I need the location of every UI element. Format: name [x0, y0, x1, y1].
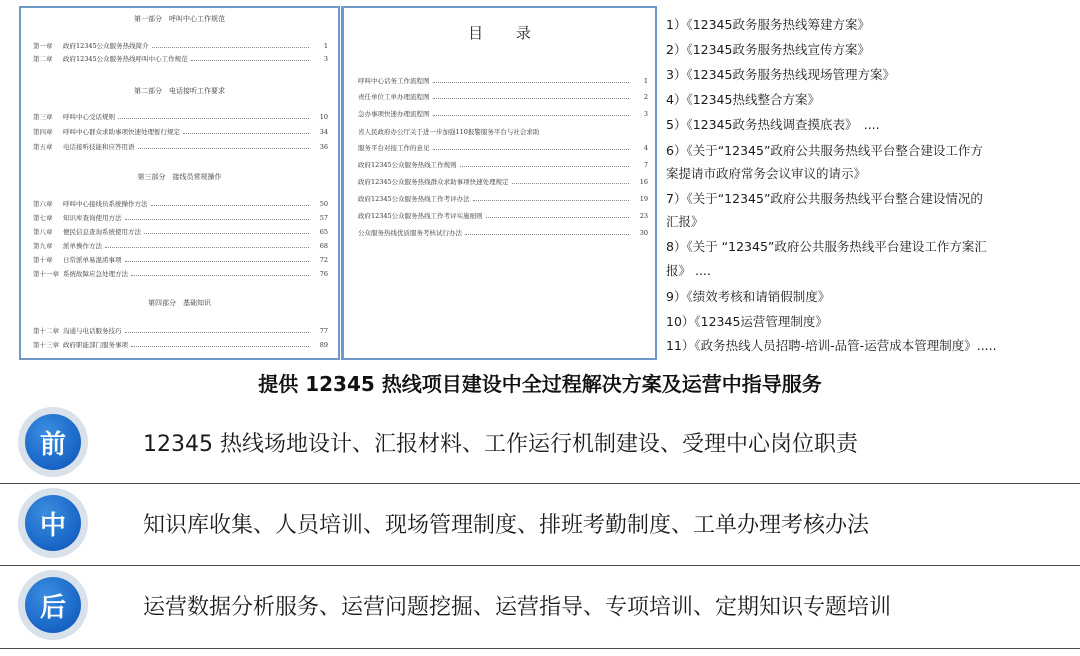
part-title: 第三部分 接线员常规操作: [137, 173, 222, 181]
toc-text: 政府12345公众服务热线呼叫中心工作规范: [63, 55, 188, 63]
toc-leader-dots: [138, 148, 310, 149]
part-title: 第四部分 基础知识: [148, 299, 211, 307]
toc-page-2: [341, 6, 657, 360]
toc-page-number: 57: [319, 214, 328, 222]
toc-leader-dots: [473, 200, 629, 201]
toc-text: 政府12345公众服务热线工作考评办法: [358, 195, 470, 203]
toc-leader-dots: [118, 118, 309, 119]
toc-leader-dots: [125, 261, 310, 262]
toc-row: [358, 76, 648, 85]
toc-row: [33, 255, 328, 264]
toc-leader-dots: [125, 219, 310, 220]
toc-chapter: 第一章: [33, 42, 53, 50]
toc-row: [33, 227, 328, 236]
phase-description: 知识库收集、人员培训、现场管理制度、排班考勤制度、工单办理考核办法: [143, 513, 870, 538]
toc-text: 省人民政府办公厅关于进一步加强110报警服务平台与社会求助: [358, 128, 540, 136]
toc-row: [33, 213, 328, 222]
toc-row: [33, 326, 328, 335]
phase-badge: [18, 407, 88, 477]
toc-leader-dots: [460, 166, 629, 167]
toc-row: [33, 127, 328, 136]
toc-page-number: 76: [319, 270, 328, 278]
phase-badge-label: 后: [25, 577, 81, 633]
toc-row: [358, 228, 648, 237]
toc-page-number: 30: [639, 229, 648, 237]
list-item: 8）《关于 “12345”政府公共服务热线平台建设工作方案汇: [666, 239, 987, 254]
toc-leader-dots: [486, 217, 629, 218]
toc-leader-dots: [105, 247, 309, 248]
divider: [0, 565, 1080, 566]
toc-chapter: 第四章: [33, 128, 53, 136]
phase-badge: [18, 570, 88, 640]
toc-leader-dots: [433, 82, 630, 83]
toc-row: [358, 211, 648, 220]
toc-text: 知识库查询使用方法: [63, 214, 122, 222]
phase-description: 12345 热线场地设计、汇报材料、工作运行机制建设、受理中心岗位职责: [143, 432, 858, 457]
phase-description: 运营数据分析服务、运营问题挖掘、运营指导、专项培训、定期知识专题培训: [143, 595, 892, 620]
phase-badge-label: 中: [25, 495, 81, 551]
toc-leader-dots: [191, 60, 309, 61]
toc-chapter: 第八章: [33, 228, 53, 236]
phase-row-during: [0, 488, 1080, 562]
toc-page-number: 4: [643, 144, 648, 152]
toc-leader-dots: [433, 149, 630, 150]
part-title: 第二部分 电话接听工作要求: [134, 87, 225, 95]
toc-leader-dots: [125, 332, 310, 333]
toc-page-number: 34: [319, 128, 328, 136]
list-item: 11）《政务热线人员招聘-培训-品管-运营成本管理制度》.....: [666, 338, 997, 353]
list-item: 5）《12345政务热线调查摸底表》 ....: [666, 117, 880, 132]
list-item-continuation: 报》 ....: [666, 263, 711, 278]
toc-text: 政府12345公众服务热线简介: [63, 42, 149, 50]
toc-page-number: 10: [319, 113, 328, 121]
toc-text: 呼叫中心话务工作流程图: [358, 77, 430, 85]
toc-text: 呼叫中心接线员系统操作方法: [63, 200, 148, 208]
toc-text: 呼叫中心群众求助事项快速处理暂行规定: [63, 128, 180, 136]
toc-leader-dots: [465, 234, 629, 235]
toc-text: 沟通与电话服务技巧: [63, 327, 122, 335]
part-title: 第一部分 呼叫中心工作规范: [134, 15, 225, 23]
toc-row: [33, 340, 328, 349]
toc-chapter: 第二章: [33, 55, 53, 63]
toc-page-number: 3: [643, 110, 648, 118]
toc-text: 政府12345公众服务热线工作考评实施细则: [358, 212, 483, 220]
toc-chapter: 第十一章: [33, 270, 59, 278]
phase-badge: [18, 488, 88, 558]
toc-page-number: 89: [319, 341, 328, 349]
toc-text: 呼叫中心受话规则: [63, 113, 115, 121]
toc-text: 责任单位工单办理流程图: [358, 93, 430, 101]
toc-chapter: 第九章: [33, 242, 53, 250]
toc-chapter: 第十章: [33, 256, 53, 264]
toc-leader-dots: [512, 183, 629, 184]
toc-page-number: 7: [643, 161, 648, 169]
toc-text: 派单操作方法: [63, 242, 102, 250]
list-item: 10）《12345运营管理制度》: [666, 314, 828, 329]
toc-page-1: [19, 6, 340, 360]
toc-page-number: 16: [639, 178, 648, 186]
phase-badge-label: 前: [25, 414, 81, 470]
toc-page-number: 68: [319, 242, 328, 250]
toc-row: [358, 194, 648, 203]
list-item-continuation: 案提请市政府常务会议审议的请示》: [666, 166, 867, 181]
toc-leader-dots: [131, 275, 309, 276]
toc-row: [358, 143, 648, 152]
divider: [0, 648, 1080, 649]
toc-text: 政府12345公众服务热线工作规则: [358, 161, 457, 169]
toc-row: [33, 54, 328, 63]
toc-row: [358, 160, 648, 169]
toc-chapter: 第十二章: [33, 327, 59, 335]
toc-text: 日常派单易混淆事项: [63, 256, 122, 264]
list-item: 3）《12345政务服务热线现场管理方案》: [666, 67, 895, 82]
toc-leader-dots: [183, 133, 309, 134]
toc-chapter: 第七章: [33, 214, 53, 222]
list-item: 7）《关于“12345”政府公共服务热线平台整合建设情况的: [666, 191, 983, 206]
toc-page-number: 2: [643, 93, 648, 101]
list-item: 2）《12345政务服务热线宣传方案》: [666, 42, 870, 57]
toc-heading: 目 录: [468, 24, 545, 42]
toc-page-number: 77: [319, 327, 328, 335]
toc-row: [33, 269, 328, 278]
toc-text: 政府职能部门服务事项: [63, 341, 128, 349]
toc-chapter: 第三章: [33, 113, 53, 121]
toc-leader-dots: [152, 47, 309, 48]
toc-row: [358, 177, 648, 186]
toc-chapter: 第六章: [33, 200, 53, 208]
toc-text: 电话接听技能和应答用语: [63, 143, 135, 151]
divider: [0, 483, 1080, 484]
toc-row: [33, 142, 328, 151]
toc-chapter: 第十三章: [33, 341, 59, 349]
toc-page-number: 65: [319, 228, 328, 236]
phase-row-before: [0, 407, 1080, 481]
toc-leader-dots: [433, 98, 630, 99]
list-item-continuation: 汇报》: [666, 214, 704, 229]
phase-row-after: [0, 570, 1080, 644]
toc-page-number: 3: [323, 55, 328, 63]
list-item: 4）《12345热线整合方案》: [666, 92, 820, 107]
list-item: 1）《12345政务服务热线筹建方案》: [666, 17, 870, 32]
toc-page-number: 36: [319, 143, 328, 151]
toc-leader-dots: [151, 205, 310, 206]
toc-text: 急办事项快速办理流程图: [358, 110, 430, 118]
toc-row: [33, 112, 328, 121]
list-item: 9）《绩效考核和请销假制度》: [666, 289, 831, 304]
toc-page-number: 19: [639, 195, 648, 203]
toc-page-number: 72: [319, 256, 328, 264]
toc-page-number: 23: [639, 212, 648, 220]
toc-text: 便民信息查询系统使用方法: [63, 228, 141, 236]
list-item: 6）《关于“12345”政府公共服务热线平台整合建设工作方: [666, 143, 983, 158]
toc-text: 系统故障应急处理方法: [63, 270, 128, 278]
toc-text: 服务平台对接工作的意见: [358, 144, 430, 152]
toc-leader-dots: [433, 115, 630, 116]
toc-row: [33, 199, 328, 208]
toc-text: 公众服务热线优质服务考核试行办法: [358, 229, 462, 237]
toc-chapter: 第五章: [33, 143, 53, 151]
toc-leader-dots: [144, 233, 309, 234]
toc-row: [358, 127, 648, 136]
toc-page-number: 50: [319, 200, 328, 208]
toc-row: [358, 92, 648, 101]
toc-text: 政府12345公众服务热线群众求助事项快速处理规定: [358, 178, 509, 186]
toc-row: [358, 109, 648, 118]
toc-page-number: 1: [643, 77, 648, 85]
toc-leader-dots: [131, 346, 309, 347]
toc-row: [33, 41, 328, 50]
toc-page-number: 1: [323, 42, 328, 50]
toc-row: [33, 241, 328, 250]
headline: 提供 12345 热线项目建设中全过程解决方案及运营中指导服务: [258, 372, 822, 396]
